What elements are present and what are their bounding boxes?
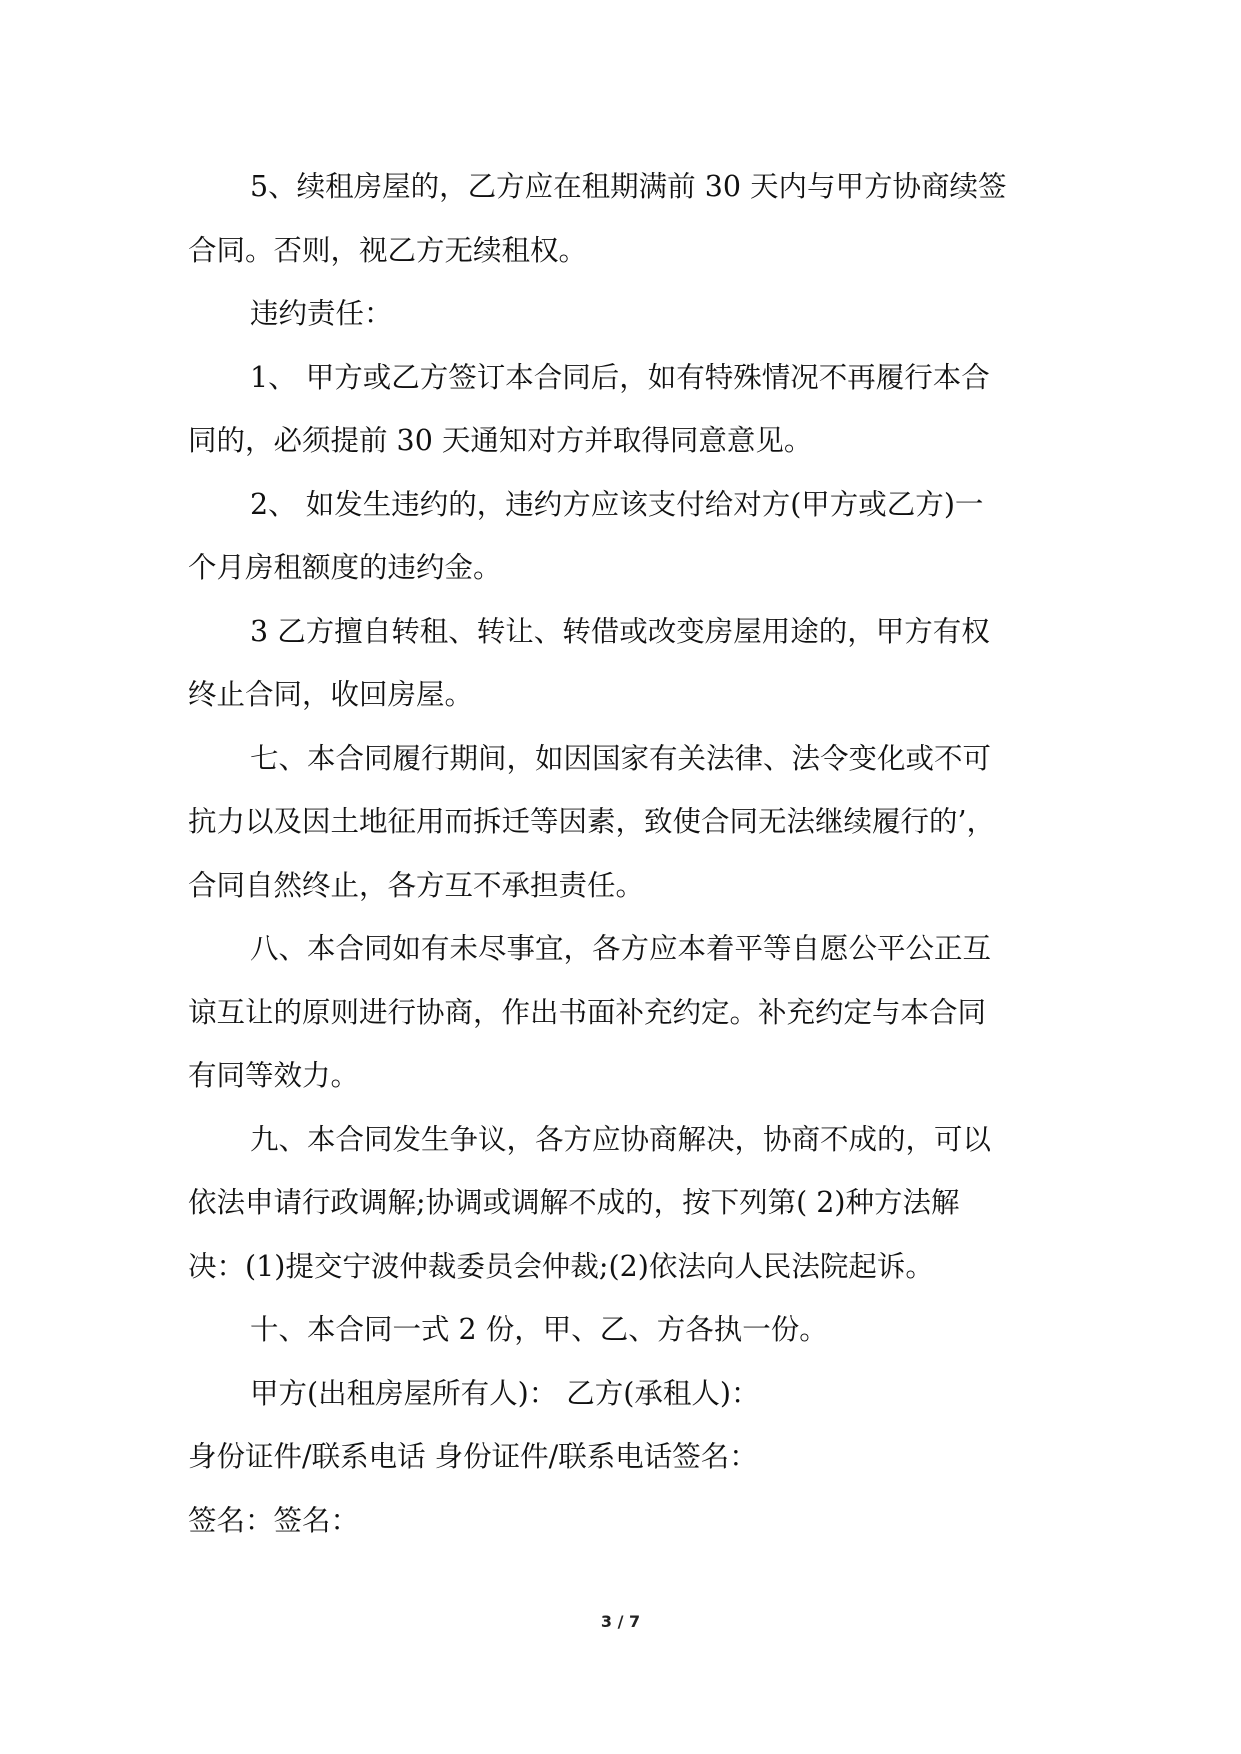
breach-1-line-1: 1、 甲方或乙方签订本合同后，如有特殊情况不再履行本合 (250, 360, 990, 394)
article-7-line-2: 抗力以及因土地征用而拆迁等因素，致使合同无法继续履行的’， (188, 805, 996, 838)
article-9-line-1: 九、本合同发生争议，各方应协商解决，协商不成的，可以 (250, 1122, 992, 1156)
breach-2-line-1: 2、 如发生违约的，违约方应该支付给对方(甲方或乙方)一 (250, 487, 984, 521)
article-8-line-3: 有同等效力。 (188, 1059, 360, 1092)
breach-heading: 违约责任： (250, 297, 393, 330)
clause-5-line-1: 5、续租房屋的，乙方应在租期满前 30 天内与甲方协商续签 (250, 170, 1007, 203)
contract-body (188, 155, 1068, 1552)
article-8-line-1: 八、本合同如有未尽事宜，各方应本着平等自愿公平公正互 (250, 932, 992, 965)
breach-3-line-2: 终止合同，收回房屋。 (188, 678, 474, 711)
breach-1-line-2: 同的，必须提前 30 天通知对方并取得同意意见。 (188, 424, 813, 457)
article-9-line-2: 依法申请行政调解;协调或调解不成的，按下列第( 2)种方法解 (188, 1186, 960, 1219)
article-8-line-2: 谅互让的原则进行协商，作出书面补充约定。补充约定与本合同 (188, 995, 987, 1029)
article-7-line-3: 合同自然终止，各方互不承担责任。 (188, 868, 645, 902)
parties-line: 甲方(出租房屋所有人)： 乙方(承租人)： (250, 1376, 760, 1410)
breach-3-line-1: 3 乙方擅自转租、转让、转借或改变房屋用途的，甲方有权 (250, 614, 990, 648)
page-number: 3 / 7 (600, 1612, 641, 1631)
article-9-line-3: 决：(1)提交宁波仲裁委员会仲裁;(2)依法向人民法院起诉。 (188, 1249, 934, 1283)
article-7-line-1: 七、本合同履行期间，如因国家有关法律、法令变化或不可 (250, 741, 992, 775)
breach-2-line-2: 个月房租额度的违约金。 (188, 551, 502, 584)
clause-5-line-2: 合同。否则，视乙方无续租权。 (188, 233, 588, 267)
id-phone-line: 身份证件/联系电话 身份证件/联系电话签名： (188, 1440, 758, 1473)
article-10: 十、本合同一式 2 份，甲、乙、方各执一份。 (250, 1313, 828, 1346)
signature-line: 签名：签名： (188, 1503, 360, 1537)
